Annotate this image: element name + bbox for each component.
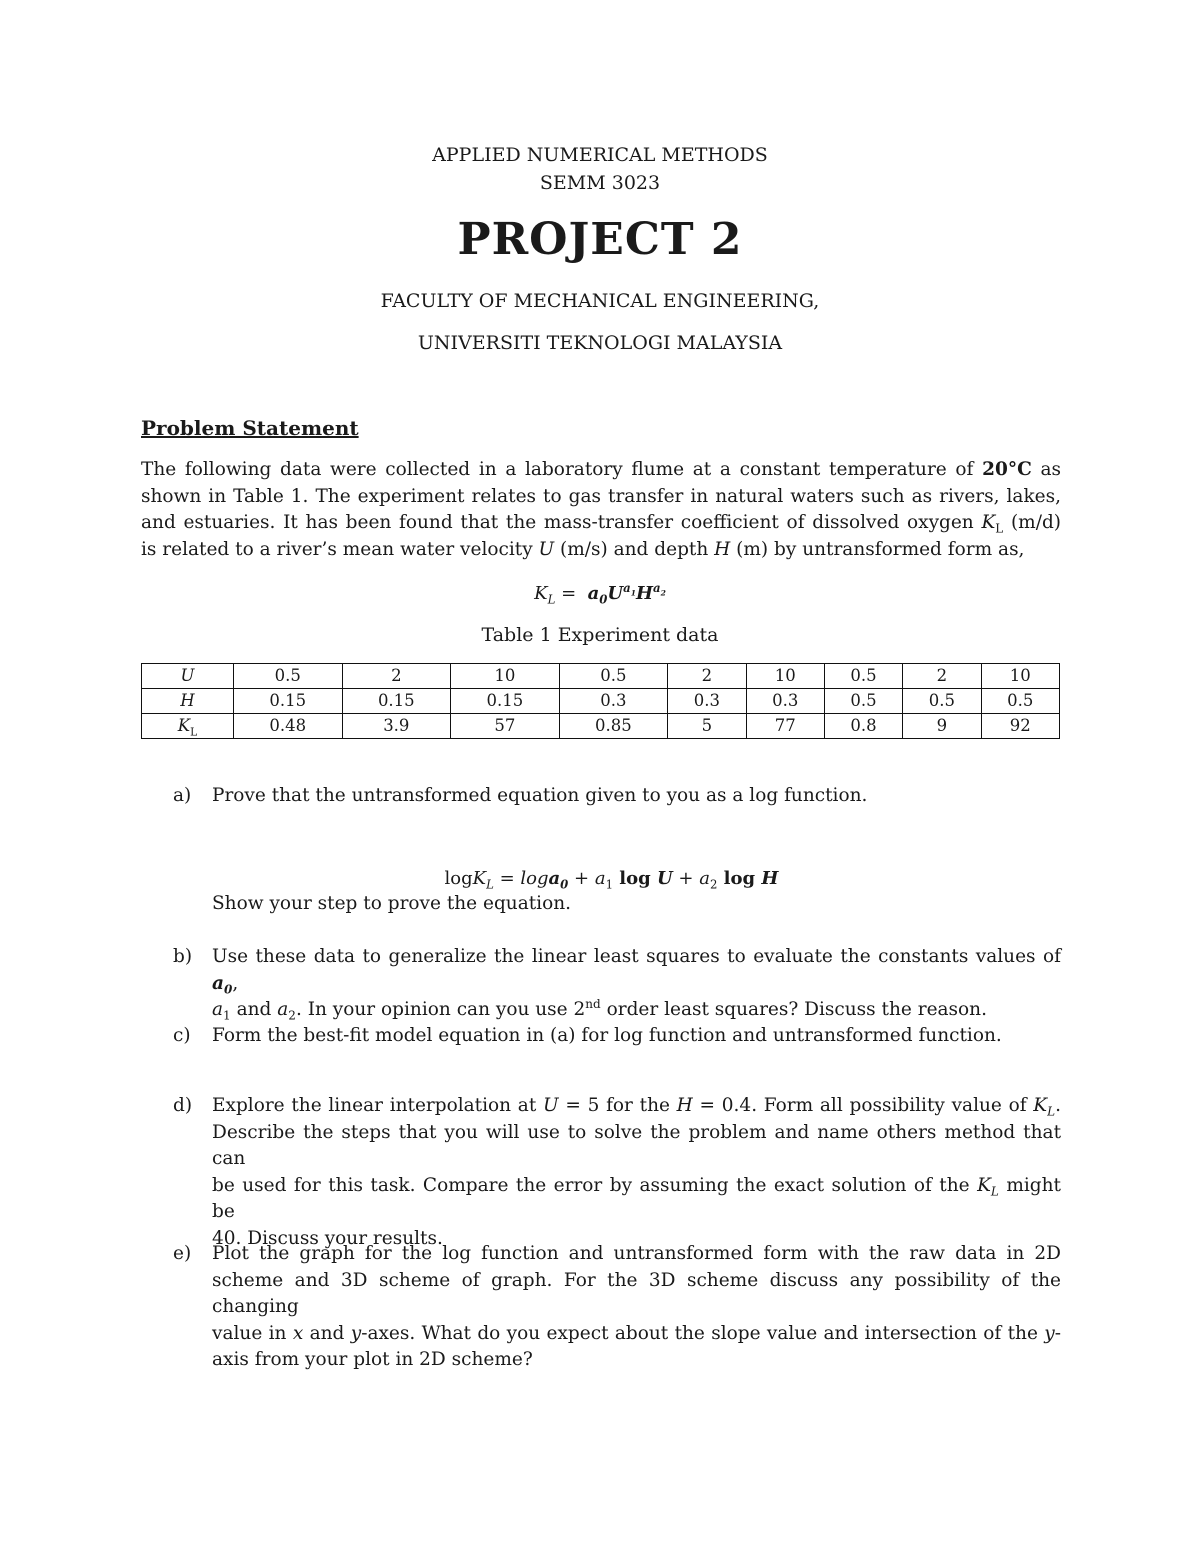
problem-text: as [1031, 459, 1061, 480]
temperature-value: 20°C [982, 459, 1032, 480]
eq-superscript: a [623, 581, 631, 595]
symbol-subscript: 0 [224, 982, 233, 997]
eq-subscript: 2 [660, 588, 666, 598]
question-text [212, 1241, 1061, 1374]
question-text: Form the best-fit model equation in (a) for log function and untransformed function. [212, 1025, 1002, 1046]
question-a [173, 783, 1061, 810]
table-row [142, 714, 1060, 739]
eq-subscript: L [486, 877, 494, 892]
symbol-subscript: 2 [288, 1008, 296, 1023]
table-cell: 3.9 [342, 714, 451, 739]
eq-operator: + [568, 868, 595, 889]
question-line [212, 1173, 1061, 1226]
question-fragment: and [303, 1322, 351, 1344]
problem-text: and estuaries. It has been found that the mass-transfer coefficient of dissolved oxygen [141, 512, 982, 533]
question-line: Describe the steps that you will use to solve the problem and name others method that can [212, 1121, 1061, 1169]
table-row [142, 664, 1060, 689]
row-header [142, 689, 234, 714]
table-cell: 2 [342, 664, 451, 689]
eq-symbol: a [587, 583, 600, 604]
problem-line-4 [141, 537, 1061, 564]
eq-symbol: U [607, 583, 624, 604]
eq-subscript: 0 [560, 877, 569, 892]
eq-symbol: H [761, 868, 779, 889]
table-cell: 0.3 [668, 689, 746, 714]
project-title: PROJECT 2 [457, 214, 743, 265]
eq-operator: = [555, 583, 588, 604]
question-label: c) [173, 1025, 191, 1046]
question-line: axis from your plot in 2D scheme? [212, 1349, 533, 1370]
question-b [173, 944, 1061, 1024]
question-fragment: Use these data to generalize the linear least squares to evaluate the constants values of [212, 946, 1061, 967]
question-fragment: - [1054, 1322, 1061, 1344]
table-cell: 0.8 [824, 714, 902, 739]
table-caption: Table 1 Experiment data [481, 624, 719, 646]
table-cell: 2 [668, 664, 746, 689]
problem-statement-text [141, 457, 1061, 563]
log-equation [0, 837, 1200, 921]
course-code: SEMM 3023 [539, 172, 661, 194]
table-cell: 0.3 [559, 689, 668, 714]
question-fragment: might be [212, 1174, 1061, 1222]
row-header-symbol: K [177, 716, 191, 735]
table-cell: 0.5 [903, 689, 981, 714]
symbol-a: a [277, 999, 289, 1020]
question-text [212, 1093, 1061, 1252]
symbol-h: H [714, 538, 731, 560]
eq-symbol: a [699, 868, 710, 889]
eq-subscript: 0 [599, 592, 608, 607]
table-cell: 92 [981, 714, 1059, 739]
problem-text: The following data were collected in a laboratory flume at a constant temperature of [141, 459, 983, 480]
question-line: 40. Discuss your results. [212, 1227, 443, 1249]
eq-subscript: 1 [630, 588, 636, 598]
question-e [173, 1241, 1061, 1374]
eq-text: log [613, 868, 657, 889]
row-header [142, 714, 234, 739]
table-cell: 10 [451, 664, 560, 689]
eq-operator: = [493, 868, 521, 889]
table-cell: 2 [903, 664, 981, 689]
problem-line-1 [141, 457, 1061, 484]
question-label: b) [173, 946, 193, 967]
question-text: Prove that the untransformed equation given to you as a log function. [212, 785, 868, 806]
symbol-subscript: L [990, 1184, 999, 1199]
question-line [212, 1321, 1061, 1348]
table-cell: 0.15 [451, 689, 560, 714]
question-fragment: = 5 for the [558, 1095, 677, 1116]
table-cell: 0.5 [824, 664, 902, 689]
question-label: e) [173, 1243, 192, 1264]
table-cell: 0.5 [559, 664, 668, 689]
problem-text: (m/s) and depth [554, 538, 715, 560]
faculty-name: FACULTY OF MECHANICAL ENGINEERING, [380, 290, 820, 312]
table-cell: 0.5 [981, 689, 1059, 714]
symbol-subscript: L [995, 521, 1004, 536]
question-text [212, 944, 1061, 1024]
eq-superscript: a [653, 581, 661, 595]
university-name: UNIVERSITI TEKNOLOGI MALAYSIA [417, 332, 783, 354]
table-cell: 0.15 [234, 689, 343, 714]
question-fragment: order least squares? Discuss the reason. [600, 999, 987, 1020]
question-fragment: . In your opinion can you use 2 [295, 999, 586, 1020]
question-line [212, 944, 1061, 997]
question-fragment: . [1055, 1095, 1061, 1116]
question-label: d) [173, 1095, 193, 1116]
question-label: a) [173, 785, 192, 806]
symbol-k: K [981, 512, 996, 533]
question-fragment: = 0.4. Form all possibility value of [692, 1095, 1034, 1116]
eq-subscript: L [547, 592, 556, 607]
eq-subscript: 2 [709, 877, 718, 892]
table-cell: 10 [981, 664, 1059, 689]
question-fragment: be used for this task. Compare the error by assuming the exact solution of the [212, 1174, 978, 1196]
eq-symbol: H [635, 583, 653, 604]
table-row [142, 689, 1060, 714]
eq-symbol: K [472, 868, 487, 889]
question-fragment: Explore the linear interpolation at [212, 1095, 544, 1116]
eq-symbol: a [594, 868, 606, 889]
question-fragment: and [230, 999, 278, 1020]
show-step-text: Show your step to prove the equation. [212, 893, 572, 914]
eq-text: log [717, 868, 762, 889]
table-cell: 0.48 [234, 714, 343, 739]
symbol-k: K [1033, 1095, 1048, 1116]
eq-symbol: U [656, 868, 673, 889]
symbol-u: U [543, 1095, 559, 1116]
question-line: Plot the graph for the log function and untransformed form with the raw data in 2D [212, 1243, 1061, 1264]
eq-subscript: 1 [605, 877, 614, 892]
symbol-x: x [292, 1322, 304, 1344]
problem-text: (m) by untransformed form as, [730, 538, 1025, 560]
table-cell: 0.5 [234, 664, 343, 689]
question-line [212, 997, 1061, 1024]
eq-symbol: a [548, 868, 561, 889]
ordinal-suffix: nd [585, 996, 601, 1011]
experiment-data-table [141, 663, 1060, 739]
symbol-subscript: 1 [223, 1008, 231, 1023]
question-line: scheme and 3D scheme of graph. For the 3D scheme discuss any possibility of the changing [212, 1269, 1061, 1317]
question-line [212, 1093, 1061, 1120]
row-header-subscript: L [190, 725, 198, 739]
symbol-k: K [977, 1174, 991, 1196]
row-header-symbol: H [180, 691, 195, 710]
row-header [142, 664, 234, 689]
table-cell: 10 [746, 664, 824, 689]
eq-text: log [444, 868, 473, 889]
problem-statement-heading: Problem Statement [141, 416, 359, 440]
eq-text: log [520, 868, 549, 889]
problem-line-2: shown in Table 1. The experiment relates to gas transfer in natural waters such as rivers, lakes, [141, 485, 1061, 507]
question-c [173, 1023, 1061, 1050]
symbol-a: a [212, 972, 224, 994]
table-cell: 0.15 [342, 689, 451, 714]
table-cell: 9 [903, 714, 981, 739]
table-cell: 0.3 [746, 689, 824, 714]
course-name: APPLIED NUMERICAL METHODS [432, 144, 768, 166]
question-fragment: , [232, 972, 239, 994]
table-cell: 0.5 [824, 689, 902, 714]
symbol-subscript: L [1047, 1104, 1056, 1119]
problem-text: is related to a river’s mean water velocity [141, 538, 539, 560]
question-d [173, 1093, 1061, 1252]
table-body [142, 664, 1060, 739]
row-header-symbol: U [180, 666, 195, 685]
symbol-u: U [538, 538, 555, 560]
table-cell: 77 [746, 714, 824, 739]
symbol-a: a [212, 999, 224, 1020]
symbol-h: H [676, 1095, 693, 1116]
problem-text: (m/d) [1003, 512, 1062, 533]
eq-symbol: K [534, 583, 548, 604]
eq-operator: + [672, 868, 700, 889]
table-cell: 5 [668, 714, 746, 739]
table-cell: 57 [451, 714, 560, 739]
symbol-y: y [350, 1322, 362, 1344]
question-fragment: value in [212, 1322, 293, 1344]
table-cell: 0.85 [559, 714, 668, 739]
problem-line-3 [141, 510, 1061, 537]
model-equation [0, 580, 1200, 608]
question-fragment: -axes. What do you expect about the slope value and intersection of the [361, 1322, 1045, 1344]
symbol-y: y [1044, 1322, 1055, 1344]
